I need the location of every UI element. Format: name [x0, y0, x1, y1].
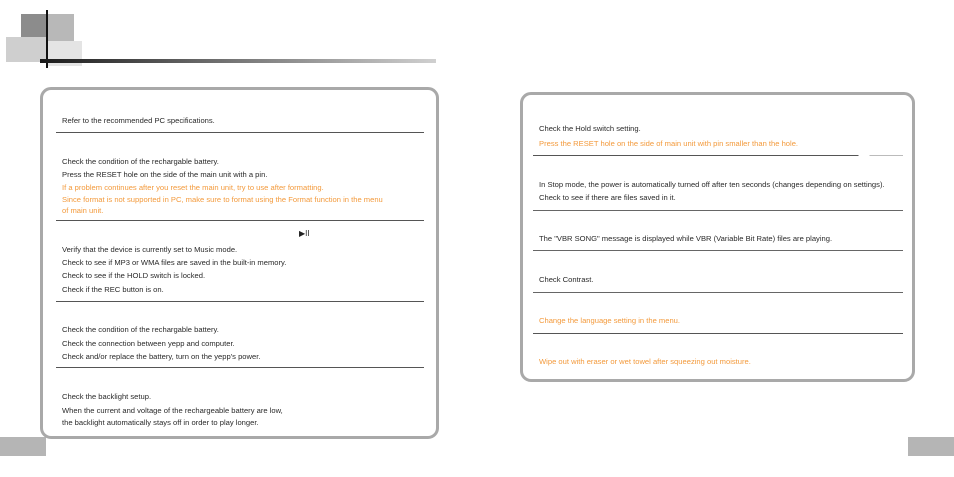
list-item-line: Refer to the recommended PC specifications. [62, 116, 215, 125]
row-divider [533, 155, 903, 156]
row-divider [56, 301, 424, 302]
list-item-line: Check and/or replace the battery, turn on the yepp's power. [62, 352, 261, 361]
page-tab-right [908, 437, 954, 456]
play-pause-icon: ▶II [299, 229, 310, 238]
list-item-line: Check to see if the HOLD switch is locked. [62, 271, 206, 280]
list-item-line: Wipe out with eraser or wet towel after squeezing out moisture. [539, 357, 751, 366]
row-divider [533, 292, 903, 293]
row-divider [533, 333, 903, 334]
header-square-mid [48, 14, 74, 41]
list-item-line: Since format is not supported in PC, make sure to format using the Format function in the menu [62, 195, 383, 204]
list-item-line: Check to see if there are files saved in it. [539, 193, 676, 202]
list-item-line: Check if the REC button is on. [62, 285, 164, 294]
header-rule [40, 59, 436, 63]
list-item-line: of main unit. [62, 206, 104, 215]
list-item-line: Check the backlight setup. [62, 392, 152, 401]
list-item-line: Change the language setting in the menu. [539, 316, 681, 325]
list-item-line: The "VBR SONG" message is displayed while VBR (Variable Bit Rate) files are playing. [539, 234, 833, 243]
list-item-line: Check to see if MP3 or WMA files are saved in the built-in memory. [62, 258, 287, 267]
list-item-line: Check the Hold switch setting. [539, 124, 641, 133]
list-item-line: In Stop mode, the power is automatically turned off after ten seconds (changes depending on settings). [539, 180, 885, 189]
row-divider [533, 250, 903, 251]
list-item-line: When the current and voltage of the rechargeable battery are low, [62, 406, 283, 415]
list-item-line: the backlight automatically stays off in order to play longer. [62, 418, 259, 427]
list-item-line: Check the condition of the rechargable battery. [62, 157, 219, 166]
row-divider [533, 210, 903, 211]
list-item-line: Press the RESET hole on the side of the main unit with a pin. [62, 170, 268, 179]
page-tab-left [0, 437, 46, 456]
list-item-line: Verify that the device is currently set to Music mode. [62, 245, 238, 254]
row-divider [56, 367, 424, 368]
row-divider [56, 220, 424, 221]
list-item-line: Press the RESET hole on the side of main unit with pin smaller than the hole. [539, 139, 799, 148]
row-divider [56, 132, 424, 133]
list-item-line: Check Contrast. [539, 275, 594, 284]
list-item-line: Check the condition of the rechargable battery. [62, 325, 219, 334]
list-item-line: If a problem continues after you reset the main unit, try to use after formatting. [62, 183, 324, 192]
list-item-line: Check the connection between yepp and computer. [62, 339, 235, 348]
